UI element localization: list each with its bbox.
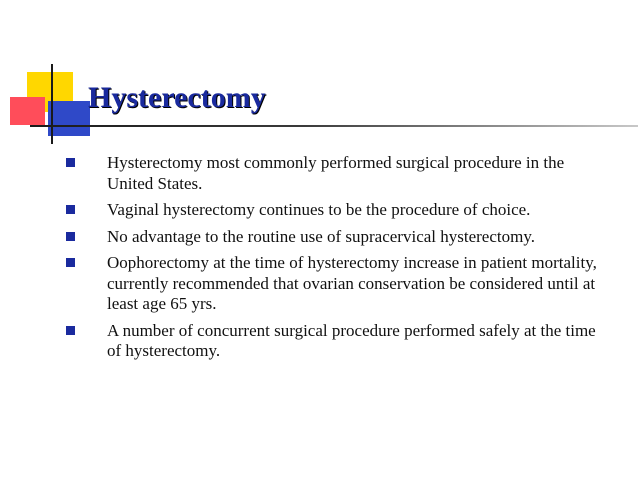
square-bullet-icon (66, 158, 75, 167)
logo-blue-square (48, 101, 90, 136)
list-item (0, 153, 638, 194)
bullet-list (0, 153, 638, 368)
list-item (0, 321, 638, 362)
bullet-text: A number of concurrent surgical procedure performed safely at the time of hysterectomy. (107, 320, 596, 360)
logo-red-square (10, 97, 45, 125)
logo-vertical-line (51, 64, 53, 144)
square-bullet-icon (66, 258, 75, 267)
square-bullet-icon (66, 326, 75, 335)
list-item (0, 253, 638, 315)
bullet-text: Oophorectomy at the time of hysterectomy increase in patient mortality, currently recommended that ovarian conservation be considered until at least age 65 yrs. (107, 253, 597, 313)
list-item (0, 200, 638, 221)
squares-logo-icon (0, 0, 110, 150)
list-item (0, 227, 638, 248)
bullet-text: Hysterectomy most commonly performed surgical procedure in the United States. (107, 153, 565, 193)
title-underline-rule (30, 125, 638, 127)
square-bullet-icon (66, 232, 75, 241)
bullet-text: No advantage to the routine use of supracervical hysterectomy. (107, 226, 535, 246)
bullet-text: Vaginal hysterectomy continues to be the procedure of choice. (107, 200, 531, 219)
slide-title: Hysterectomy (88, 81, 266, 114)
square-bullet-icon (66, 205, 75, 214)
